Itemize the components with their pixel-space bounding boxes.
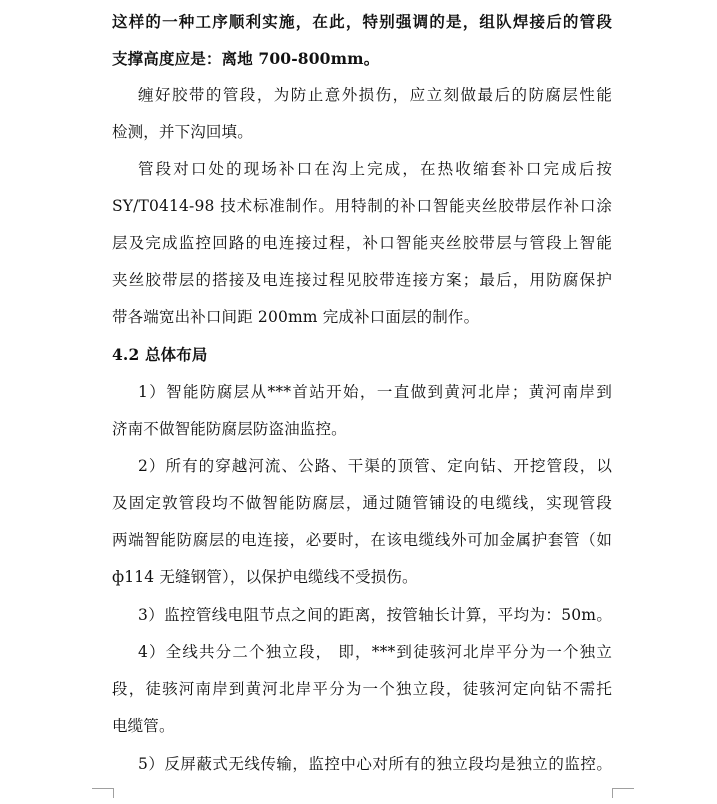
text-line-9: 带各端宽出补口间距 200mm 完成补口面层的制作。: [112, 308, 480, 326]
text-line-12: 济南不做智能防腐层防盗油监控。: [112, 420, 347, 438]
text-line-17: 3）监控管线电阻节点之间的距离，按管轴长计算，平均为：50m。: [138, 606, 612, 624]
margin-mark-right-vertical: [612, 788, 613, 798]
text-line-1: 这样的一种工序顺利实施，在此，特别强调的是，组队焊接后的管段: [112, 12, 612, 31]
text-line-2: 支撑高度应是：离地 700-800mm。: [112, 49, 380, 68]
text-line-20: 电缆管。: [112, 717, 175, 735]
text-line-7: 层及完成监控回路的电连接过程，补口智能夹丝胶带层与管段上智能: [112, 234, 612, 252]
text-line-19: 段，徒骇河南岸到黄河北岸平分为一个独立段，徒骇河定向钻不需托: [112, 680, 612, 698]
margin-mark-left-vertical: [113, 788, 114, 798]
margin-mark-left: [92, 788, 114, 797]
text-line-16: ф114 无缝钢管），以保护电缆线不受损伤。: [112, 568, 418, 586]
text-line-8: 夹丝胶带层的搭接及电连接过程见胶带连接方案；最后，用防腐保护: [112, 271, 612, 289]
section-heading: 4.2 总体布局: [112, 345, 208, 364]
margin-mark-right: [612, 788, 634, 797]
text-line-11: 1）智能防腐层从***首站开始，一直做到黄河北岸；黄河南岸到: [138, 383, 612, 401]
text-line-5: 管段对口处的现场补口在沟上完成，在热收缩套补口完成后按: [138, 160, 612, 178]
text-line-6: SY/T0414-98 技术标准制作。用特制的补口智能夹丝胶带层作补口涂: [112, 197, 612, 215]
text-line-18: 4）全线共分二个独立段， 即，***到徒骇河北岸平分为一个独立: [138, 643, 612, 661]
text-line-21: 5）反屏蔽式无线传输，监控中心对所有的独立段均是独立的监控。: [138, 755, 612, 773]
text-line-14: 及固定敦管段均不做智能防腐层，通过随管铺设的电缆线，实现管段: [112, 494, 612, 512]
text-line-4: 检测，并下沟回填。: [112, 123, 253, 141]
text-line-3: 缠好胶带的管段，为防止意外损伤，应立刻做最后的防腐层性能: [138, 86, 612, 104]
text-line-13: 2）所有的穿越河流、公路、干渠的顶管、定向钻、开挖管段，以: [138, 457, 612, 475]
text-line-15: 两端智能防腐层的电连接，必要时，在该电缆线外可加金属护套管（如: [112, 531, 612, 549]
